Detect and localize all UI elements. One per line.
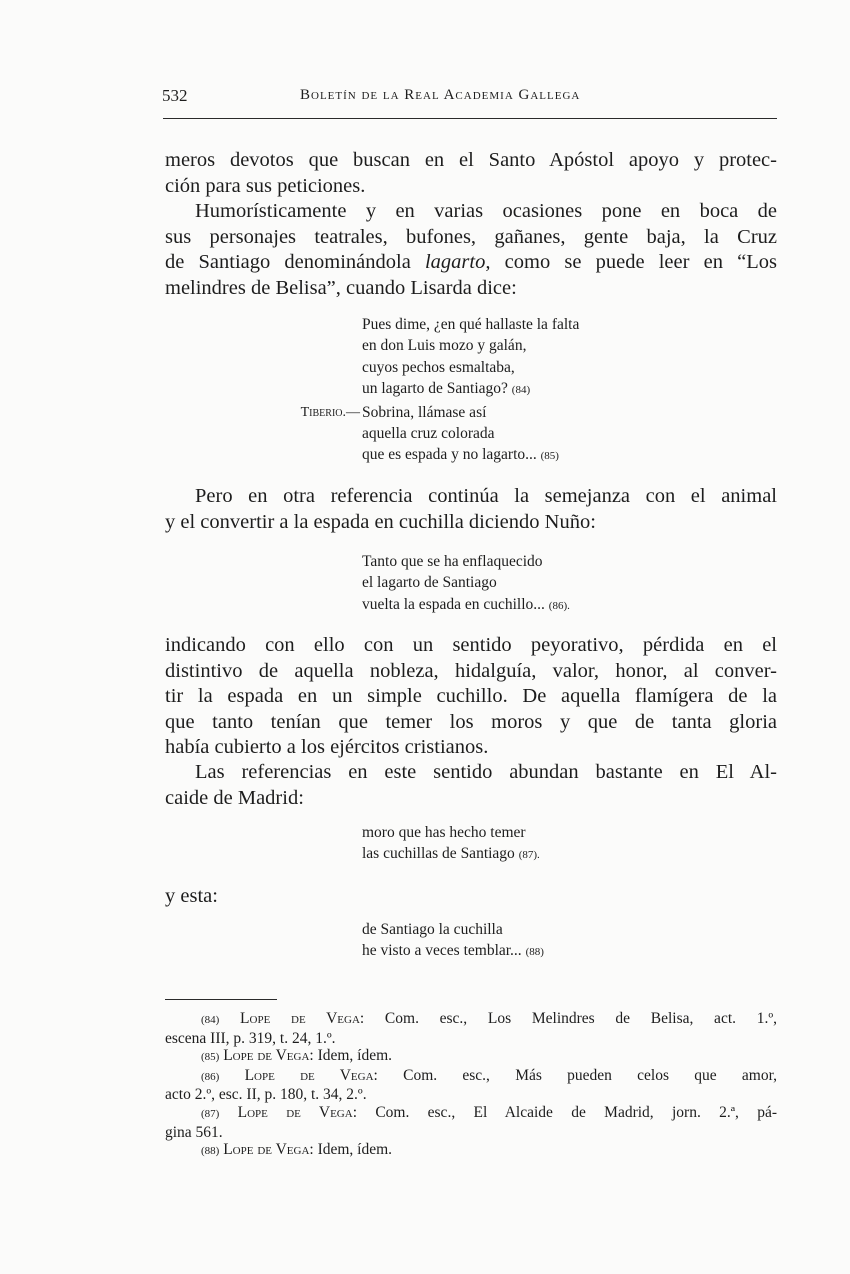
- text-segment: de Santiago denominándola: [165, 251, 411, 274]
- verse-line: de Santiago la cuchilla: [362, 921, 503, 938]
- verse-line-with-ref: [362, 843, 540, 866]
- text-line: tir la espada en un simple cuchillo. De aquella flamígera de la: [165, 685, 777, 708]
- footnote-line: [165, 1010, 777, 1030]
- text-line: y esta:: [165, 885, 218, 907]
- footnote-line: [165, 1047, 777, 1067]
- footnote-continuation: gina 561.: [165, 1123, 223, 1141]
- page-header: [162, 86, 778, 112]
- footnote-number: (87): [201, 1107, 220, 1120]
- verse-text: Sobrina, llámase así: [362, 403, 487, 421]
- footnote-continuation: escena III, p. 319, t. 24, 1.º.: [165, 1029, 336, 1047]
- footnote-text: : Com. esc., Los Melindres de Belisa, act. 1.º,: [359, 1010, 778, 1027]
- footnote: [165, 1067, 777, 1104]
- footnote: [165, 1141, 777, 1161]
- verse-line: en don Luis mozo y galán,: [362, 337, 527, 355]
- text-line: sus personajes teatrales, bufones, gañanes, gente baja, la Cruz: [165, 225, 777, 248]
- footnote-ref: (85): [540, 450, 559, 463]
- footnote: [165, 1010, 777, 1047]
- footnote: [165, 1047, 777, 1067]
- italic-word: lagarto,: [424, 251, 491, 274]
- footnote-author: Lope de Vega: [244, 1066, 374, 1084]
- verse-line-with-ref: [362, 940, 544, 963]
- footnote-author: Lope de Vega: [223, 1141, 310, 1159]
- paragraph-2: [165, 199, 777, 301]
- text-line: Humorísticamente y en varias ocasiones pone en boca de: [195, 200, 777, 222]
- verse-line-with-ref: [362, 594, 570, 617]
- verse-text: un lagarto de Santiago?: [362, 380, 508, 398]
- text-line: indicando con ello con un sentido peyorativo, pérdida en el: [165, 634, 777, 656]
- page-number: 532: [162, 86, 188, 105]
- verse-line-with-speaker: [300, 402, 579, 423]
- paragraph-1: [165, 148, 777, 199]
- footnote-continuation: acto 2.º, esc. II, p. 180, t. 34, 2.º.: [165, 1086, 367, 1104]
- text-segment: como se puede leer en “Los: [504, 251, 777, 274]
- footnote-line: [165, 1141, 777, 1161]
- verse-quote-1: [300, 314, 580, 468]
- paragraph-3: [165, 484, 777, 535]
- verse-quote-2: [362, 551, 570, 617]
- footnote-line: [165, 1104, 777, 1124]
- running-title: Boletín de la Real Academia Gallega: [300, 87, 581, 103]
- footnote-number: (85): [201, 1051, 220, 1064]
- text-line: había cubierto a los ejércitos cristianos.: [165, 736, 489, 759]
- text-line: caide de Madrid:: [165, 786, 304, 809]
- footnote-text: : Com. esc., El Alcaide de Madrid, jorn. 2.ª, pá-: [352, 1103, 778, 1121]
- footnote-number: (88): [201, 1145, 220, 1158]
- verse-line: Tanto que se ha enflaquecido: [362, 553, 543, 570]
- paragraph-4: [165, 633, 777, 761]
- text-line-mixed: [165, 250, 777, 276]
- footnote-ref: (84): [511, 384, 531, 397]
- header-rule: [163, 118, 777, 119]
- verse-line: Pues dime, ¿en qué hallaste la falta: [362, 316, 580, 333]
- verse-line: aquella cruz colorada: [362, 425, 495, 443]
- paragraph-5: [165, 760, 777, 811]
- text-line: melindres de Belisa”, cuando Lisarda dice:: [165, 276, 517, 299]
- text-line: Las referencias en este sentido abundan bastante en El Al-: [195, 761, 777, 783]
- verse-text: que es espada y no lagarto...: [362, 446, 537, 464]
- footnote-ref: (86).: [548, 599, 570, 612]
- footnote-ref: (87).: [518, 849, 540, 862]
- text-line: y el convertir a la espada en cuchilla diciendo Nuño:: [165, 510, 596, 533]
- verse-line-with-ref: [362, 378, 579, 401]
- verse-line: moro que has hecho temer: [362, 824, 526, 841]
- footnote-author: Lope de Vega: [223, 1047, 310, 1065]
- text-line: que tanto tenían que temer los moros y que de tanta gloria: [165, 710, 777, 733]
- verse-text: vuelta la espada en cuchillo...: [362, 595, 545, 613]
- footnote-ref: (88): [525, 946, 544, 959]
- text-line: distintivo de aquella nobleza, hidalguía, valor, honor, al conver-: [165, 659, 777, 682]
- verse-line: cuyos pechos esmaltaba,: [362, 358, 515, 376]
- verse-line: el lagarto de Santiago: [362, 574, 497, 592]
- paragraph-6: [165, 884, 777, 910]
- footnote-rule: [165, 999, 277, 1000]
- verse-quote-4: [362, 919, 544, 964]
- footnote-text: : Com. esc., Más pueden celos que amor,: [373, 1066, 778, 1084]
- verse-line-with-ref: [362, 444, 579, 467]
- footnote-text: : Idem, ídem.: [309, 1141, 393, 1159]
- text-line: Pero en otra referencia continúa la semejanza con el animal: [195, 485, 777, 507]
- verse-text: he visto a veces temblar...: [362, 942, 522, 960]
- verse-quote-3: [362, 822, 540, 867]
- footnote-author: Lope de Vega: [240, 1010, 360, 1027]
- speaker-name: Tiberio.—: [300, 404, 360, 420]
- text-line: ción para sus peticiones.: [165, 174, 366, 197]
- text-line: meros devotos que buscan en el Santo Apóstol apoyo y protec-: [165, 149, 777, 171]
- footnote-number: (84): [201, 1014, 220, 1026]
- footnote: [165, 1104, 777, 1141]
- verse-text: las cuchillas de Santiago: [362, 845, 515, 863]
- footnote-number: (86): [201, 1070, 220, 1083]
- footnote-text: : Idem, ídem.: [309, 1047, 393, 1065]
- footnotes: [165, 1010, 777, 1161]
- footnote-line: [165, 1067, 777, 1087]
- footnote-author: Lope de Vega: [237, 1103, 353, 1121]
